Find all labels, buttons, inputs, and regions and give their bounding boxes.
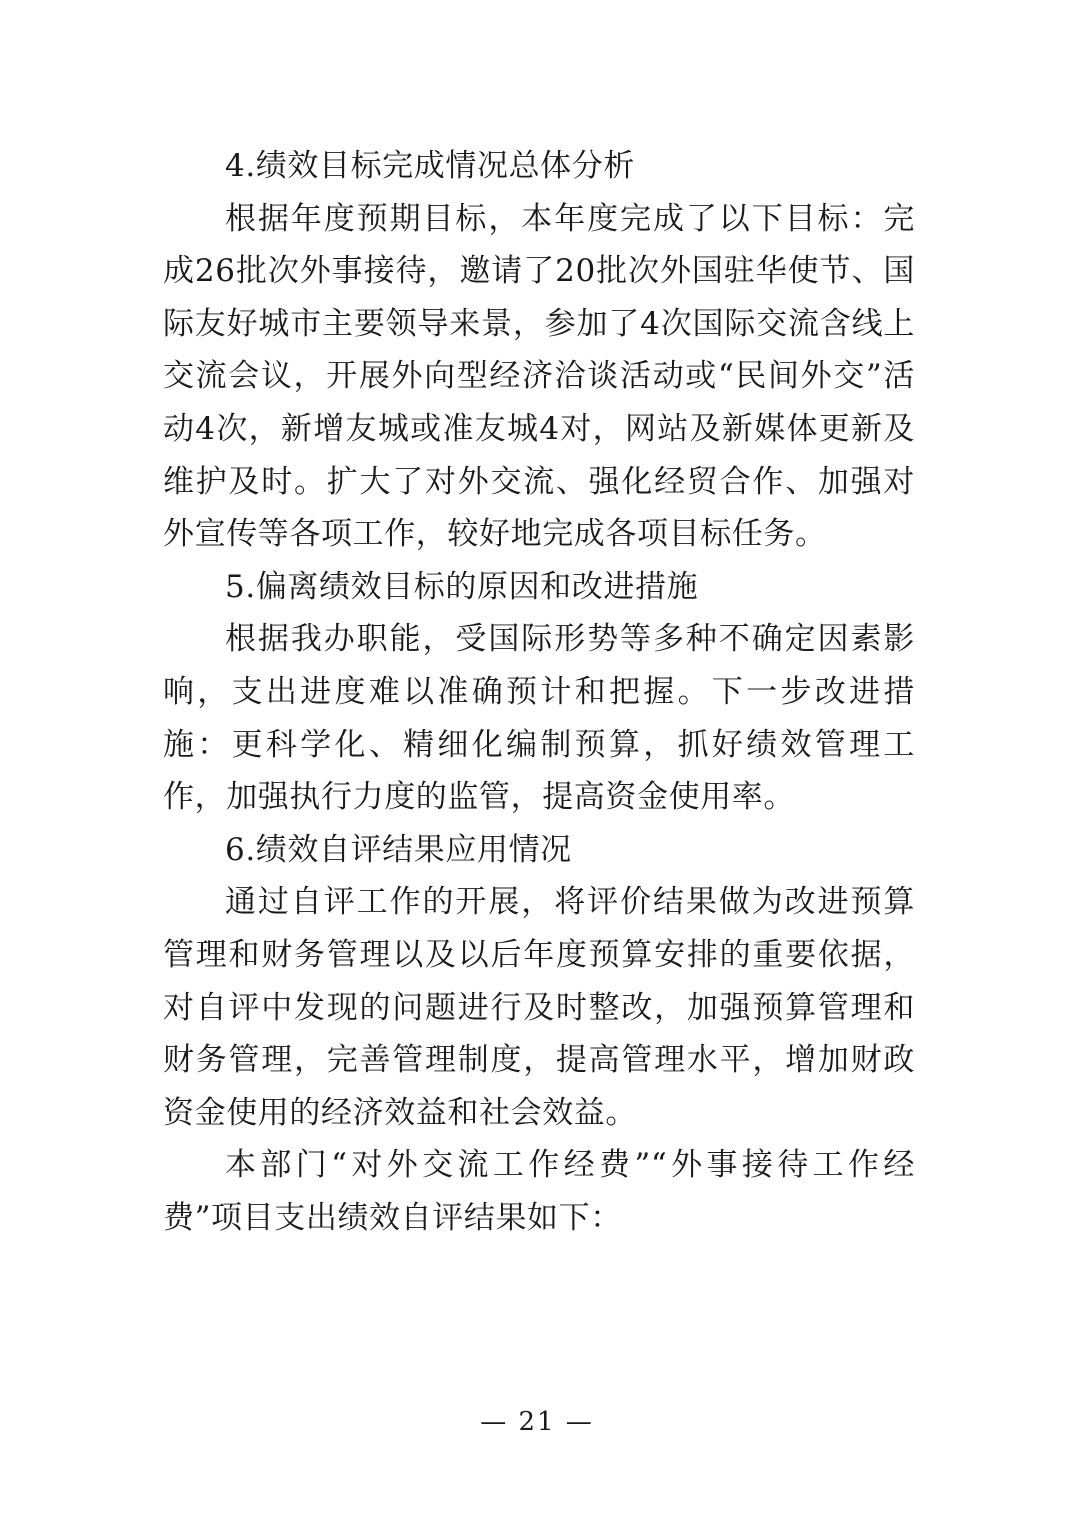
paragraph-project-results-intro: 本部门“对外交流工作经费”“外事接待工作经费”项目支出绩效自评结果如下：: [163, 1147, 915, 1236]
heading-performance-analysis: 4.绩效目标完成情况总体分析: [225, 148, 635, 184]
paragraph-goals-completed: 根据年度预期目标，本年度完成了以下目标：完成26批次外事接待，邀请了20批次外国驻华使节、国际友好城市主要领导来景，参加了4次国际交流含线上交流会议，开展外向型经济洽谈活动或“民间外交”活动4次，新增友城或准友城4对，网站及新媒体更新及维护及时。扩大了对外交流、强化经贸合作、加强对外宣传等各项工作，较好地完成各项目标任务。: [163, 200, 915, 553]
document-body: [163, 140, 915, 1244]
paragraph-evaluation-application: 通过自评工作的开展，将评价结果做为改进预算管理和财务管理以及以后年度预算安排的重要依据，对自评中发现的问题进行及时整改，加强预算管理和财务管理，完善管理制度，提高管理水平，增加财政资金使用的经济效益和社会效益。: [163, 884, 915, 1131]
page-number: — 21 —: [480, 1407, 594, 1437]
heading-self-evaluation-application: 6.绩效自评结果应用情况: [225, 831, 572, 868]
heading-deviation-reasons: 5.偏离绩效目标的原因和改进措施: [225, 568, 699, 605]
paragraph-improvement-measures: 根据我办职能，受国际形势等多种不确定因素影响，支出进度难以准确预计和把握。下一步改进措施：更科学化、精细化编制预算，抓好绩效管理工作，加强执行力度的监管，提高资金使用率。: [163, 621, 915, 816]
